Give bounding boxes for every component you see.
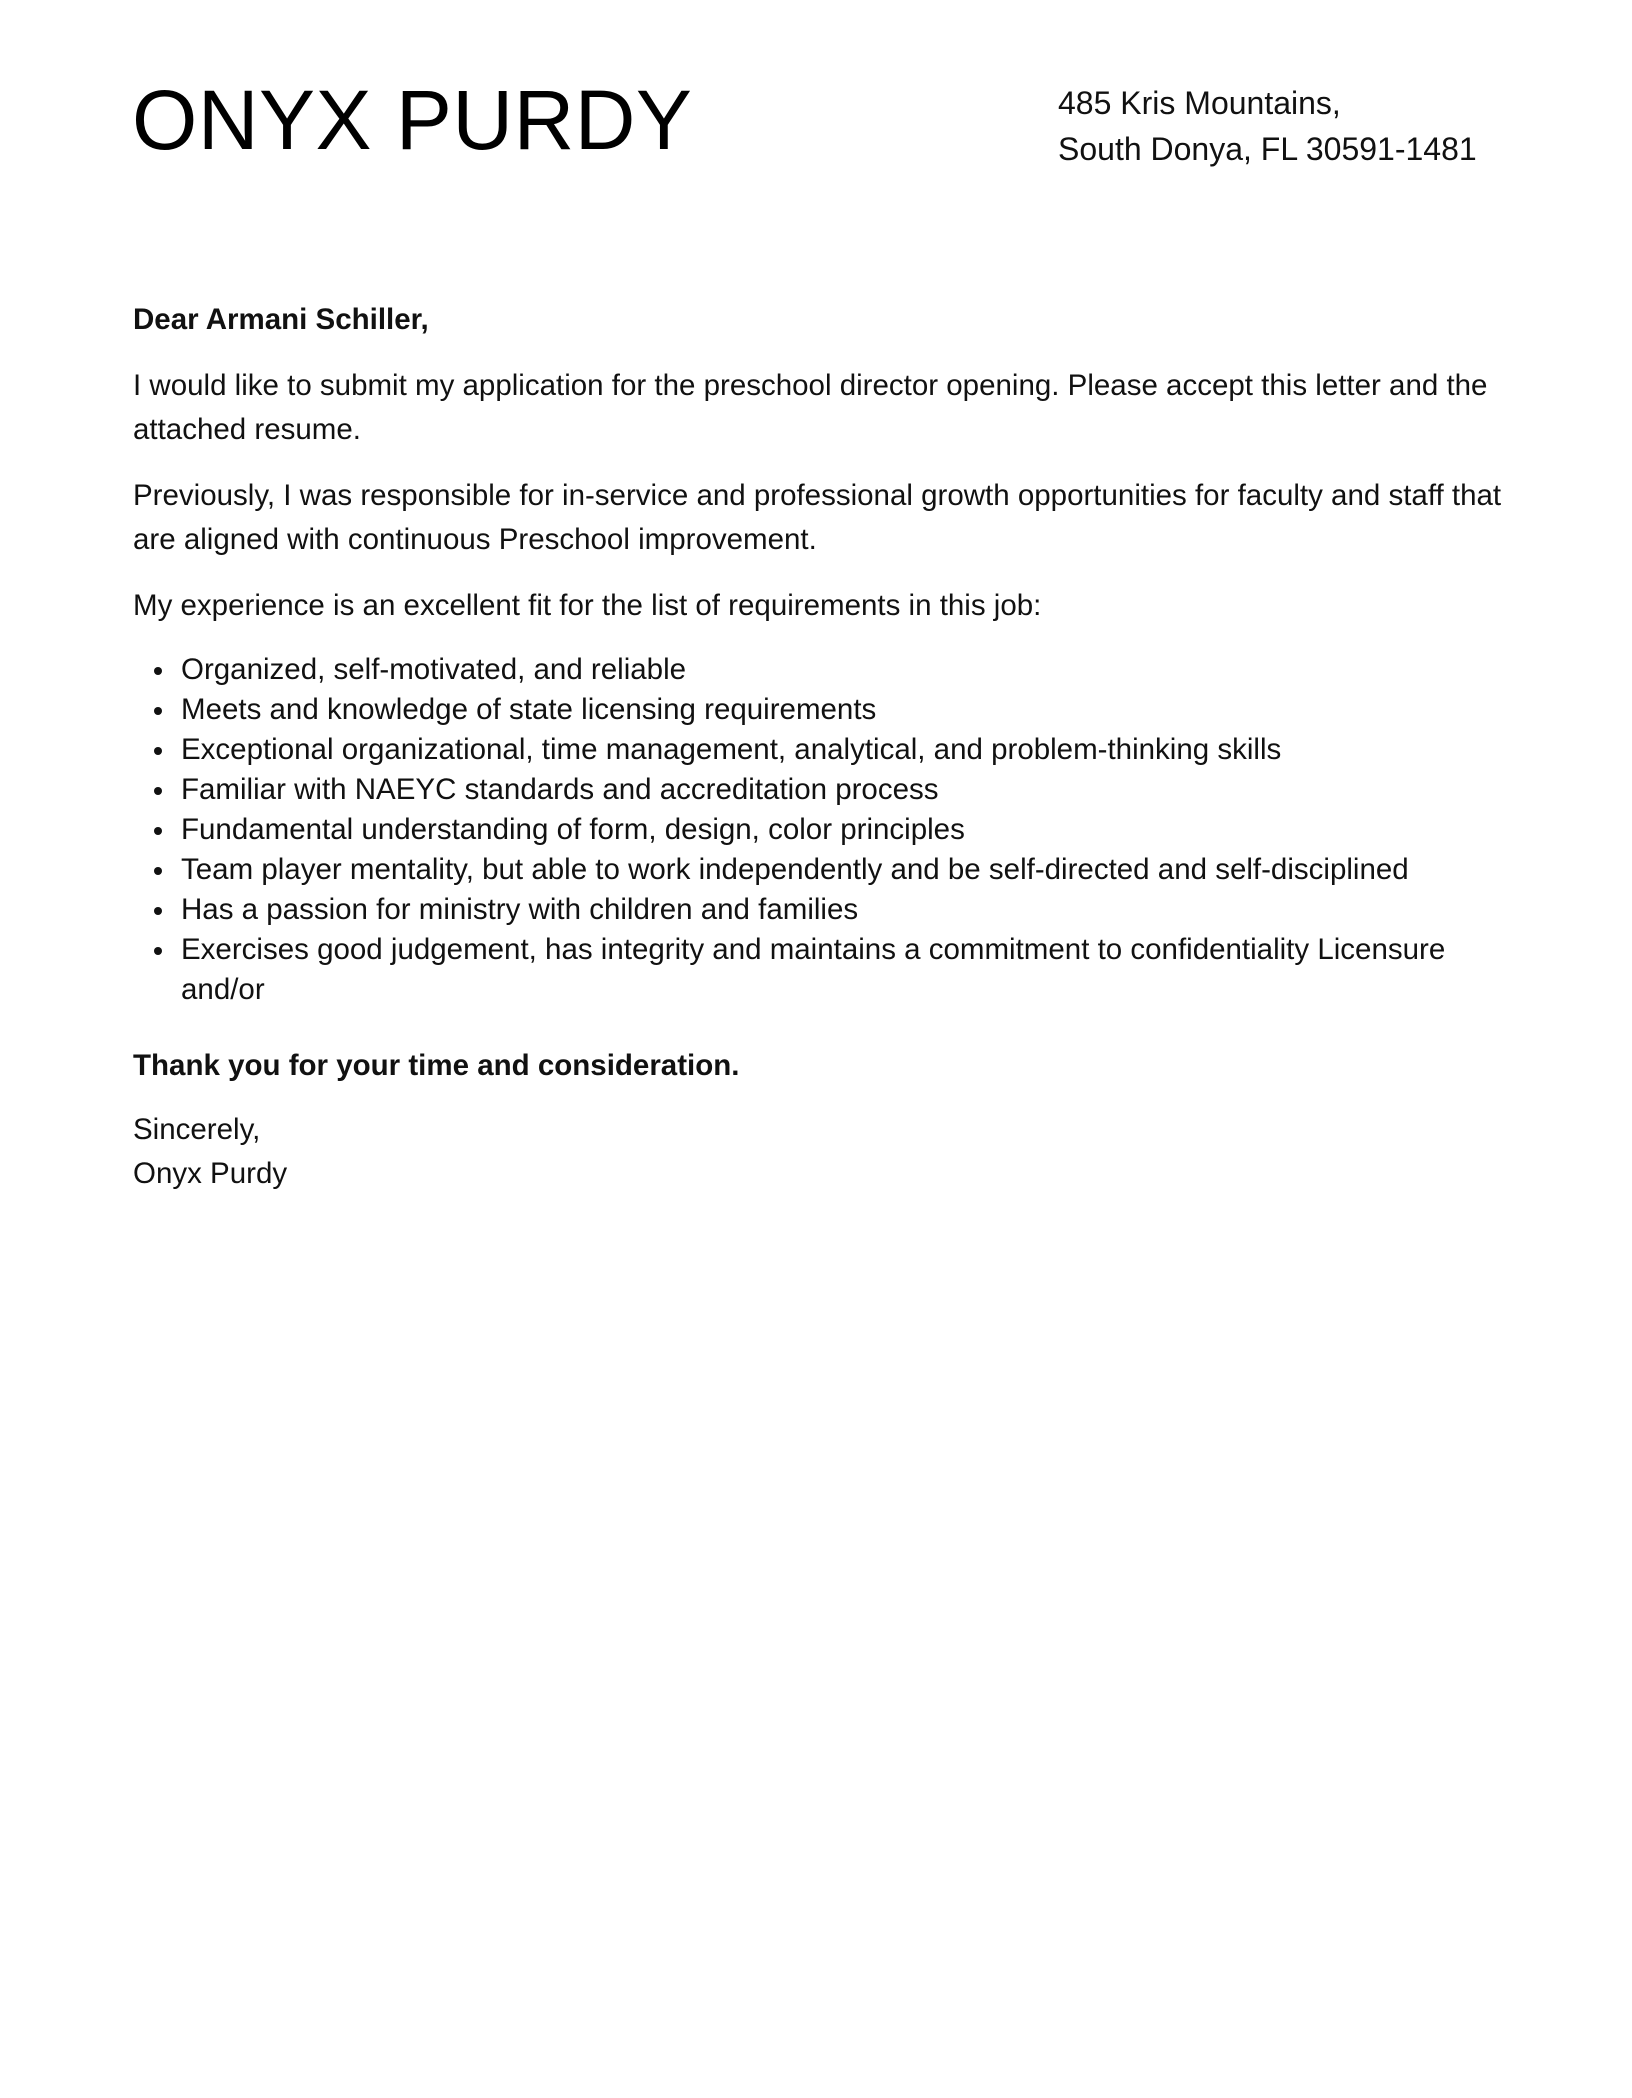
letter-closing: Thank you for your time and consideration. (133, 1049, 740, 1082)
letter-paragraph-requirements-lead: My experience is an excellent fit for the list of requirements in this job: (133, 589, 1042, 622)
letter-greeting: Dear Armani Schiller, (133, 303, 429, 336)
requirement-item: Familiar with NAEYC standards and accreditation process (133, 770, 1505, 810)
requirement-item: Exercises good judgement, has integrity and maintains a commitment to confidentiality Licensure and/or (133, 930, 1505, 1010)
applicant-name: ONYX PURDY (132, 73, 693, 167)
requirement-item: Has a passion for ministry with children and families (133, 890, 1505, 930)
requirement-item: Organized, self-motivated, and reliable (133, 650, 1505, 690)
applicant-address (1058, 80, 1477, 172)
letter-body (133, 298, 1505, 1196)
address-line-1: 485 Kris Mountains, (1058, 85, 1341, 121)
signature-name: Onyx Purdy (133, 1157, 288, 1190)
requirement-item: Team player mentality, but able to work independently and be self-directed and self-disciplined (133, 850, 1505, 890)
requirement-item: Meets and knowledge of state licensing requirements (133, 690, 1505, 730)
signoff-word: Sincerely, (133, 1113, 261, 1146)
requirement-item: Exceptional organizational, time management, analytical, and problem-thinking skills (133, 730, 1505, 770)
letter-paragraph-experience: Previously, I was responsible for in-service and professional growth opportunities for faculty and staff that are aligned with continuous Preschool improvement. (133, 479, 1502, 556)
letter-paragraph-intro: I would like to submit my application for the preschool director opening. Please accept this letter and the attached resume. (133, 369, 1488, 446)
address-line-2: South Donya, FL 30591-1481 (1058, 131, 1477, 167)
requirement-item: Fundamental understanding of form, design, color principles (133, 810, 1505, 850)
letter-signoff (133, 1108, 1505, 1196)
requirements-list (133, 650, 1505, 1010)
